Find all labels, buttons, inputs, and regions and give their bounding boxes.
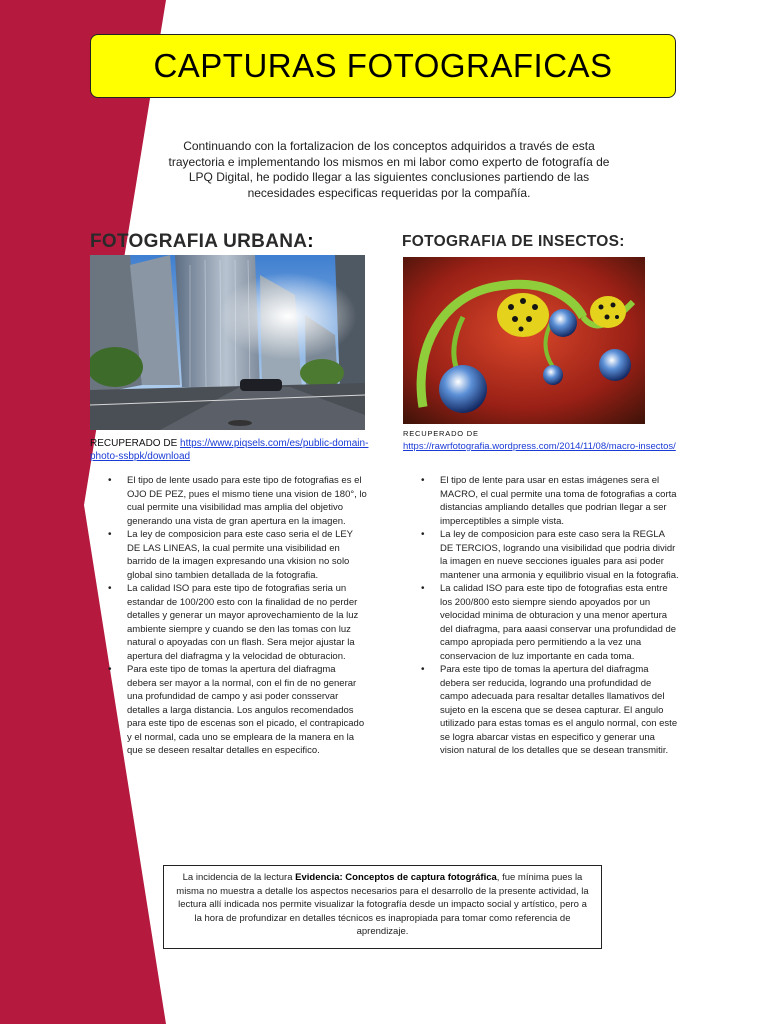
list-item-text: El tipo de lente usado para este tipo de fotografias es el OJO DE PEZ, pues el mismo tiene una vision de 180°, lo cual permite una visibilidad mas amplia del objetivo generando una vista de gran apertura en la imagen. xyxy=(127,475,367,527)
list-item: • La ley de composicion para este caso sera la REGLA DE TERCIOS, logrando una visibilidad que podria dividr la imagen en nueve secciones iguales para asi poder mantener una armonia y equilibrio visual en la fotografia. xyxy=(421,529,679,581)
page-title: CAPTURAS FOTOGRAFICAS xyxy=(153,47,613,84)
title-banner xyxy=(90,34,676,98)
urban-heading-colon: : xyxy=(307,231,314,252)
insects-credit-link[interactable]: https://rawrfotografia.wordpress.com/2014/11/08/macro-insectos/ xyxy=(403,441,676,452)
list-item-text: La calidad ISO para este tipo de fotografias esta entre los 200/800 esto siempre siendo apoyados por un velocidad minima de obturacion y una menor apertura del diafragma, para aaasi conservar una profundidad de campo apropiada pero permitiendo a la vez una conservacion de luz importante en cada toma. xyxy=(440,583,677,662)
list-item-text: La ley de composicion para este caso seria el de LEY DE LAS LINEAS, la cual permite una visibilidad en barrido de la imagen expresando una vkision no solo global sino tambien detallada de la fotografia. xyxy=(127,529,353,581)
urban-credit xyxy=(90,437,375,463)
urban-heading xyxy=(90,231,314,253)
insects-bullet-list xyxy=(421,474,680,758)
intro-paragraph: Continuando con la fortalizacion de los conceptos adquiridos a través de esta trayectoria e implementando los mismos en mi labor como experto de fotografía de LPQ Digital, he podido llegar a las siguientes conclusiones partiendo de las necesidades especificas requeridas por la compañía. xyxy=(168,139,610,200)
list-item-text: Para este tipo de tomas la apertura del diafragma debera ser reducida, logrando una profundidad de campo adecuada para resaltar detalles llamativos del sujeto en la escena que se desea capturar. El angulo utilizado para estas tomas es el angulo normal, con este se logra abarcar vistas en especifico y generar una vision natural de los detalles que se desean transmitir. xyxy=(440,664,678,756)
list-item: • El tipo de lente usado para este tipo de fotografias es el OJO DE PEZ, pues el mismo tiene una vision de 180°, lo cual permite una visibilidad mas amplia del objetivo generando una vista de gran apertura en la imagen. xyxy=(108,475,367,527)
city-skyscrapers-photo xyxy=(90,255,365,430)
conclusion-text-after: , fue mínima pues la misma no muestra a detalle los aspectos necesarios para el desarrollo de la presente actividad, la lectura allí indicada nos permite visualizar la fotografía desde un impacto social y artístico, pero a la hora de profundizar en detalles técnicos es inapropiada para tomar como referencia de aprendizaje. xyxy=(176,872,589,937)
insects-heading: FOTOGRAFIA DE INSECTOS: xyxy=(402,233,625,250)
ladybugs-macro-photo xyxy=(403,257,645,424)
insects-credit xyxy=(403,427,683,453)
list-item: • La ley de composicion para este caso seria el de LEY DE LAS LINEAS, la cual permite una visibilidad en barrido de la imagen expresando una vkision no solo global sino tambien detallada de la fotografia. xyxy=(108,529,353,581)
urban-bullet-list xyxy=(108,474,367,758)
urban-heading-text: FOTOGRAFIA URBANA xyxy=(90,231,308,252)
list-item-text: El tipo de lente para usar en estas imágenes sera el MACRO, el cual permite una toma de fotografias a corta distancias ampliando detalles que podrian llegar a ser imperceptibles a simple vista. xyxy=(440,475,677,527)
list-item: • El tipo de lente para usar en estas imágenes sera el MACRO, el cual permite una toma de fotografias a corta distancias ampliando detalles que podrian llegar a ser imperceptibles a simple vista. xyxy=(421,475,677,527)
urban-credit-link[interactable]: https://www.piqsels.com/es/public-domain-photo-ssbpk/download xyxy=(90,438,369,462)
list-item-text: Para este tipo de tomas la apertura del diafragma debera ser mayor a la normal, con el fin de no generar una profundidad de campo y asi poder consservar detalles a larga distancia. Los angulos recomendados para este tipo de escenas son el picado, el contrapicado y el normal, cada uno se empleara de la manera en la que se deseen resaltar detalles en especifico. xyxy=(127,664,365,756)
insects-credit-label: RECUPERADO DE xyxy=(403,429,479,438)
list-item: • Para este tipo de tomas la apertura del diafragma debera ser mayor a la normal, con el fin de no generar una profundidad de campo y asi poder consservar detalles a larga distancia. Los angulos recomendados para este tipo de escenas son el picado, el contrapicado y el normal, cada uno se empleara de la manera en la que se deseen resaltar detalles en especifico. xyxy=(108,664,365,756)
list-item: • La calidad ISO para este tipo de fotografias seria un estandar de 100/200 esto con la finalidad de no perder detalles y generar un mayor aprovechamiento de la luz ambiente siempre y cuando se den las tomas con luz natural o apoyadas con un flash. Sera mejor ajustar la apertura del diafragma y la velocidad de obturacion. xyxy=(108,583,359,662)
list-item: • La calidad ISO para este tipo de fotografias esta entre los 200/800 esto siempre siendo apoyados por un velocidad minima de obturacion y una menor apertura del diafragma, para aaasi conservar una profundidad de campo apropiada pero permitiendo a la vez una conservacion de luz importante en cada toma. xyxy=(421,583,677,662)
list-item-text: La calidad ISO para este tipo de fotografias seria un estandar de 100/200 esto con la finalidad de no perder detalles y generar un mayor aprovechamiento de la luz ambiente siempre y cuando se den las tomas con luz natural o apoyadas con un flash. Sera mejor ajustar la apertura del diafragma y la velocidad de obturacion. xyxy=(127,583,359,662)
list-item-text: La ley de composicion para este caso sera la REGLA DE TERCIOS, logrando una visibilidad que podria dividr la imagen en nueve secciones iguales para asi poder mantener una armonia y equilibrio visual en la fotografia. xyxy=(440,529,679,581)
conclusion-reading-title: Evidencia: Conceptos de captura fotográfica xyxy=(295,872,497,883)
list-item: • Para este tipo de tomas la apertura del diafragma debera ser reducida, logrando una profundidad de campo adecuada para resaltar detalles llamativos del sujeto en la escena que se desea capturar. El angulo utilizado para estas tomas es el angulo normal, con este se logra abarcar vistas en especifico y generar una vision natural de los detalles que se desean transmitir. xyxy=(421,664,678,756)
urban-credit-label: RECUPERADO DE xyxy=(90,438,181,449)
conclusion-text-before: La incidencia de la lectura xyxy=(182,872,296,883)
conclusion-box xyxy=(163,865,602,949)
